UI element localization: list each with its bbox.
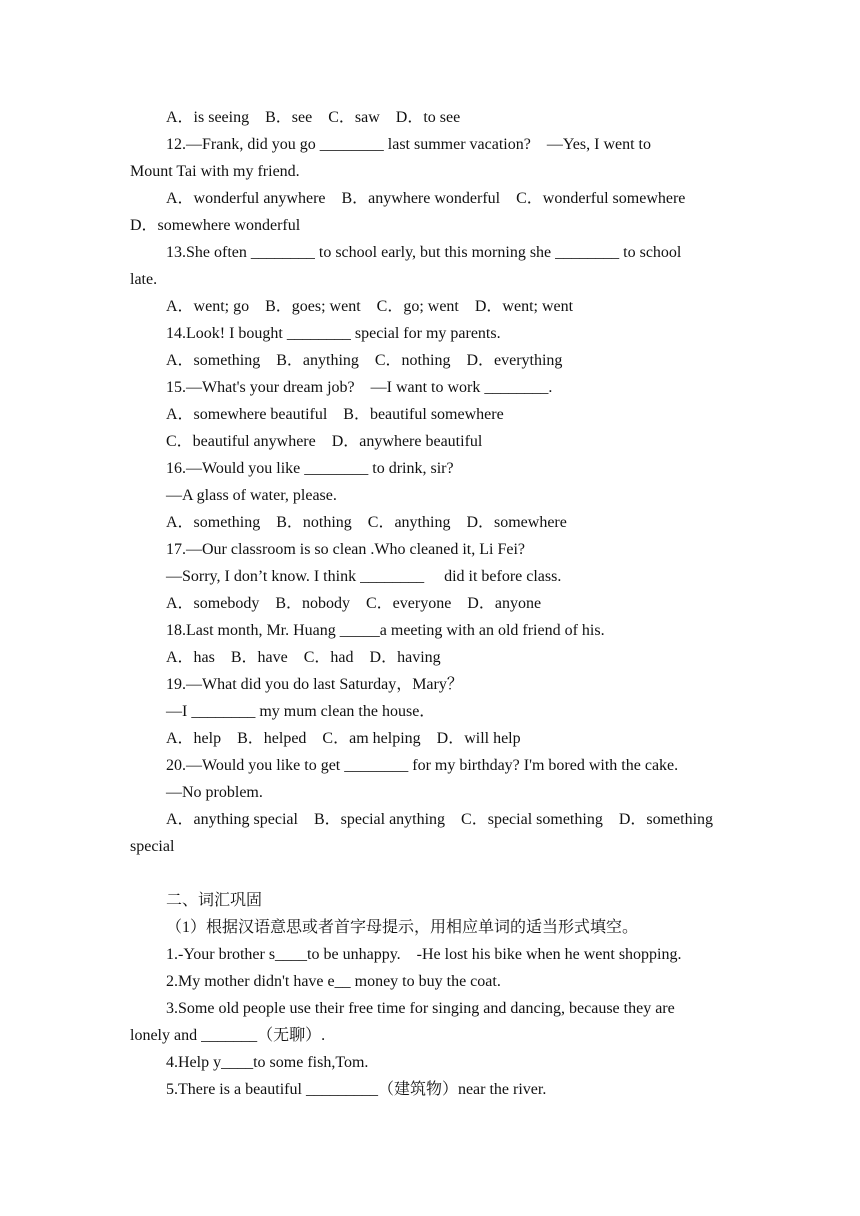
q14-stem: 14.Look! I bought ________ special for my parents. (166, 325, 501, 342)
section-instruction: （1）根据汉语意思或者首字母提示，用相应单词的适当形式填空。 (166, 919, 639, 936)
q13-options: A．went; go B．goes; went C．go; went D．went; went (166, 298, 574, 315)
q18-options: A．has B．have C．had D．having (166, 649, 441, 666)
q13-stem-cont: late. (130, 271, 158, 288)
vocab-item-2: 2.My mother didn't have e__ money to buy the coat. (166, 973, 501, 990)
q20-reply: —No problem. (166, 784, 263, 801)
vocab-item-3-cont: lonely and _______（无聊）. (130, 1027, 326, 1044)
q17-reply: —Sorry, I don’t know. I think ________ did it before class. (166, 568, 562, 585)
q20-stem: 20.—Would you like to get ________ for my birthday? I'm bored with the cake. (166, 757, 679, 774)
q16-stem: 16.—Would you like ________ to drink, sir? (166, 460, 454, 477)
vocab-item-4: 4.Help y____to some fish,Tom. (166, 1054, 369, 1071)
q17-stem: 17.—Our classroom is so clean .Who cleaned it, Li Fei? (166, 541, 526, 558)
q13-stem: 13.She often ________ to school early, but this morning she ________ to school (166, 244, 682, 261)
q15-options-2: C．beautiful anywhere D．anywhere beautiful (166, 433, 483, 450)
q12-stem-cont: Mount Tai with my friend. (130, 163, 300, 180)
q14-options: A．something B．anything C．nothing D．everything (166, 352, 563, 369)
q12-stem: 12.—Frank, did you go ________ last summer vacation? —Yes, I went to (166, 136, 651, 153)
q16-options: A．something B．nothing C．anything D．somewhere (166, 514, 567, 531)
q15-options-1: A．somewhere beautiful B．beautiful somewhere (166, 406, 504, 423)
q19-stem: 19.—What did you do last Saturday，Mary？ (166, 676, 463, 693)
q19-options: A．help B．helped C．am helping D．will help (166, 730, 521, 747)
q16-reply: —A glass of water, please. (166, 487, 337, 504)
q20-options: A．anything special B．special anything C．special something D．something (166, 811, 714, 828)
vocab-item-5: 5.There is a beautiful _________（建筑物）near the river. (166, 1081, 547, 1098)
q12-options: A．wonderful anywhere B．anywhere wonderful C．wonderful somewhere (166, 190, 686, 207)
q20-options-cont: special (130, 838, 175, 855)
q18-stem: 18.Last month, Mr. Huang _____a meeting with an old friend of his. (166, 622, 605, 639)
q15-stem: 15.—What's your dream job? —I want to work ________. (166, 379, 553, 396)
q19-reply: —I ________ my mum clean the house． (166, 703, 436, 720)
q12-options-cont: D．somewhere wonderful (130, 217, 301, 234)
section-heading: 二、词汇巩固 (166, 892, 263, 909)
q17-options: A．somebody B．nobody C．everyone D．anyone (166, 595, 542, 612)
vocab-item-1: 1.-Your brother s____to be unhappy. -He lost his bike when he went shopping. (166, 946, 682, 963)
vocab-item-3: 3.Some old people use their free time for singing and dancing, because they are (166, 1000, 675, 1017)
q11-options: A．is seeing B．see C．saw D．to see (166, 109, 461, 126)
